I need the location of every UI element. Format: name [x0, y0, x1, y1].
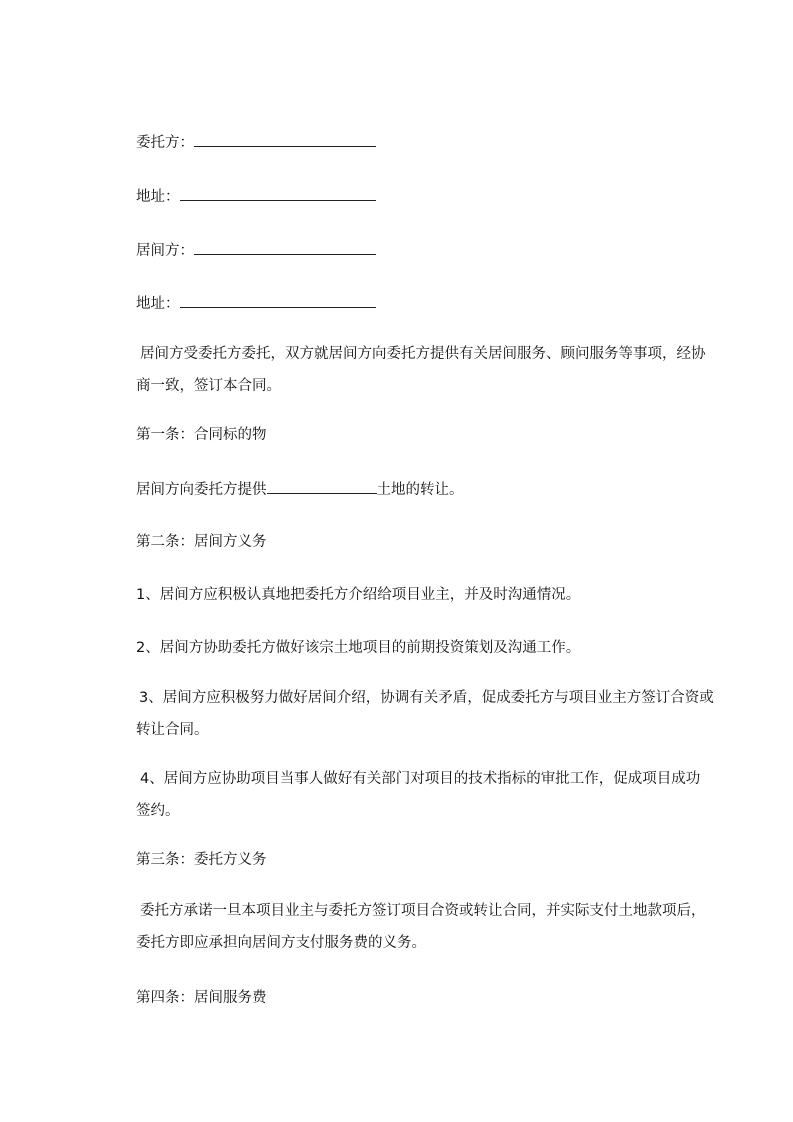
broker-label: 居间方：	[136, 243, 194, 259]
broker-line	[136, 240, 376, 261]
intro-paragraph: 居间方受委托方委托，双方就居间方向委托方提供有关居间服务、顾问服务等事项，经协商一致，签订本合同。	[136, 346, 706, 394]
article3-title: 第三条：委托方义务	[136, 852, 267, 868]
broker-address-line	[136, 293, 376, 314]
article1-text-before: 居间方向委托方提供	[136, 482, 267, 498]
article1-text	[136, 479, 464, 500]
article1-text-after: 土地的转让。	[376, 482, 464, 498]
article2-item-2: 2、居间方协助委托方做好该宗土地项目的前期投资策划及沟通工作。	[136, 640, 581, 656]
broker-address-label: 地址：	[136, 296, 180, 312]
article2-item-4: 4、居间方应协助项目当事人做好有关部门对项目的技术指标的审批工作，促成项目成功签约。	[136, 771, 701, 819]
article2-item-1: 1、居间方应积极认真地把委托方介绍给项目业主，并及时沟通情况。	[136, 587, 581, 603]
client-blank	[194, 132, 376, 147]
article1-blank	[267, 479, 377, 494]
client-line	[136, 132, 376, 153]
client-address-line	[136, 186, 376, 207]
article4-title: 第四条：居间服务费	[136, 990, 267, 1006]
broker-address-blank	[180, 293, 376, 308]
client-address-blank	[180, 186, 376, 201]
article3-text: 委托方承诺一旦本项目业主与委托方签订项目合资或转让合同，并实际支付土地款项后，委托方即应承担向居间方支付服务费的义务。	[136, 903, 706, 951]
article2-item-3: 3、居间方应积极努力做好居间介绍，协调有关矛盾，促成委托方与项目业主方签订合资或转让合同。	[136, 690, 714, 738]
article1-title: 第一条：合同标的物	[136, 427, 267, 443]
article2-title: 第二条：居间方义务	[136, 534, 267, 550]
broker-blank	[194, 240, 376, 255]
client-label: 委托方：	[136, 135, 194, 151]
client-address-label: 地址：	[136, 189, 180, 205]
